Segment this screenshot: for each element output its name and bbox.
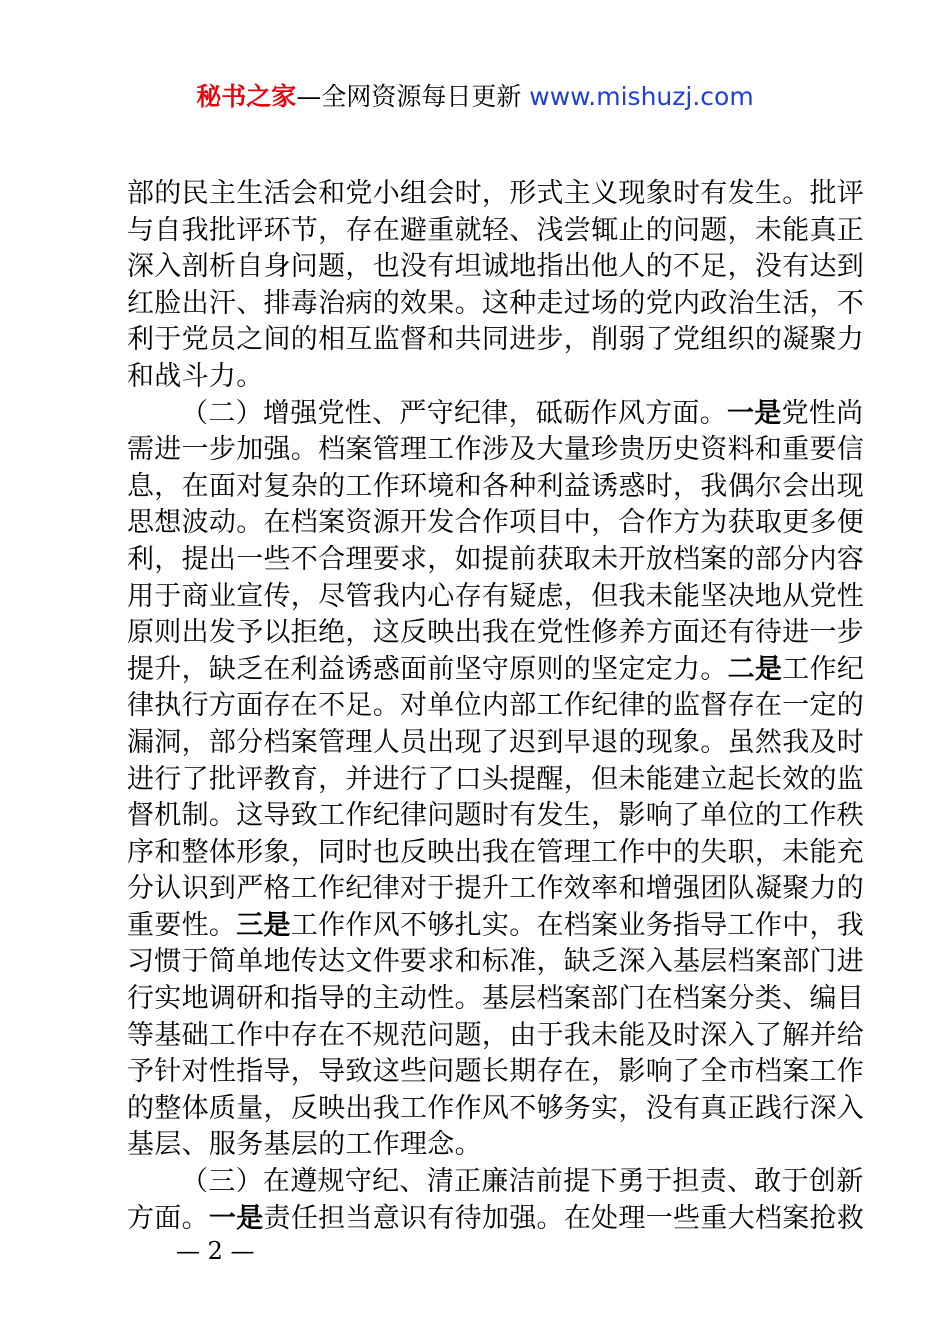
document-body xyxy=(127,176,865,1237)
line-text: 利，提出一些不合理要求，如提前获取未开放档案的部分内容 xyxy=(127,543,865,575)
body-line xyxy=(127,615,865,652)
line-text: （三）在遵规守纪、清正廉洁前提下勇于担责、敢于创新 xyxy=(181,1166,864,1198)
section-heading-line xyxy=(127,396,864,433)
line-text: 的整体质量，反映出我工作作风不够务实，没有真正践行深入 xyxy=(127,1092,865,1124)
line-text: 予针对性指导，导致这些问题长期存在，影响了全市档案工作 xyxy=(127,1056,865,1088)
line-text: 原则出发予以拒绝，这反映出我在党性修养方面还有待进一步 xyxy=(127,617,865,649)
body-line xyxy=(127,871,865,908)
bold-marker: 三是 xyxy=(236,909,291,941)
line-text: 序和整体形象，同时也反映出我在管理工作中的失职，未能充 xyxy=(127,836,865,868)
site-url[interactable]: www.mishuzj.com xyxy=(529,82,754,111)
body-line xyxy=(127,908,865,945)
page-number: — 2 — xyxy=(176,1237,255,1265)
line-text: 工作作风不够扎实。在档案业务指导工作中，我 xyxy=(290,909,865,941)
body-line xyxy=(127,469,865,506)
line-text: 分认识到严格工作纪律对于提升工作效率和增强团队凝聚力的 xyxy=(127,873,865,905)
bold-marker: 一是 xyxy=(727,397,782,429)
body-line xyxy=(127,213,865,250)
body-line xyxy=(127,359,831,396)
body-line xyxy=(127,579,865,616)
body-line xyxy=(127,432,865,469)
bold-marker: 二是 xyxy=(727,653,783,685)
line-text: 部的民主生活会和党小组会时，形式主义现象时有发生。批评 xyxy=(127,178,865,209)
line-text: 行实地调研和指导的主动性。基层档案部门在档案分类、编目 xyxy=(127,983,865,1015)
line-text: 用于商业宣传，尽管我内心存有疑虑，但我未能坚决地从党性 xyxy=(127,580,865,612)
body-line xyxy=(127,725,865,762)
body-line xyxy=(127,1054,865,1091)
body-line xyxy=(127,1091,865,1128)
body-line xyxy=(127,762,865,799)
line-text: 深入剖析自身问题，也没有坦诚地指出他人的不足，没有达到 xyxy=(127,251,865,283)
header-slogan: —全网资源每日更新 xyxy=(296,82,530,111)
body-line xyxy=(127,505,865,542)
line-text: 利于党员之间的相互监督和共同进步，削弱了党组织的凝聚力 xyxy=(127,324,865,356)
body-line xyxy=(127,798,865,835)
body-line xyxy=(127,688,865,725)
body-line xyxy=(127,1127,831,1164)
body-line xyxy=(127,835,865,872)
body-line xyxy=(127,176,865,213)
line-text: 思想波动。在档案资源开发合作项目中，合作方为获取更多便 xyxy=(127,507,865,539)
line-text: 工作纪 xyxy=(782,653,865,685)
site-header xyxy=(0,80,950,114)
line-text: 习惯于简单地传达文件要求和标准，缺乏深入基层档案部门进 xyxy=(127,946,865,978)
body-line xyxy=(127,652,865,689)
line-text: 进行了批评教育，并进行了口头提醒，但未能建立起长效的监 xyxy=(127,763,865,795)
section-heading-line xyxy=(127,1164,864,1201)
line-text: 基层、服务基层的工作理念。 xyxy=(127,1129,482,1161)
line-text: 党性尚 xyxy=(781,397,864,429)
body-line xyxy=(127,542,865,579)
body-line xyxy=(127,1018,865,1055)
line-text: 律执行方面存在不足。对单位内部工作纪律的监督存在一定的 xyxy=(127,690,865,722)
line-text: 责任担当意识有待加强。在处理一些重大档案抢救 xyxy=(263,1202,865,1234)
line-text: 与自我批评环节，存在避重就轻、浅尝辄止的问题，未能真正 xyxy=(127,214,865,246)
body-line xyxy=(127,1201,865,1238)
line-text: 需进一步加强。档案管理工作涉及大量珍贵历史资料和重要信 xyxy=(127,434,865,466)
line-text: 方面。 xyxy=(127,1202,209,1234)
body-line xyxy=(127,322,865,359)
body-line xyxy=(127,249,865,286)
line-text: 等基础工作中存在不规范问题，由于我未能及时深入了解并给 xyxy=(127,1019,865,1051)
line-text: （二）增强党性、严守纪律，砥砺作风方面。 xyxy=(181,397,727,429)
bold-marker: 一是 xyxy=(208,1202,264,1234)
line-text: 督机制。这导致工作纪律问题时有发生，影响了单位的工作秩 xyxy=(127,800,865,832)
body-line xyxy=(127,286,865,323)
body-line xyxy=(127,944,865,981)
line-text: 漏洞，部分档案管理人员出现了迟到早退的现象。虽然我及时 xyxy=(127,726,865,758)
line-text: 红脸出汗、排毒治病的效果。这种走过场的党内政治生活，不 xyxy=(127,287,865,319)
brand-name: 秘书之家 xyxy=(196,82,297,111)
line-text: 重要性。 xyxy=(127,909,237,941)
line-text: 提升，缺乏在利益诱惑面前坚守原则的坚定定力。 xyxy=(127,653,728,685)
line-text: 息，在面对复杂的工作环境和各种利益诱惑时，我偶尔会出现 xyxy=(127,470,865,502)
line-text: 和战斗力。 xyxy=(127,360,264,392)
body-line xyxy=(127,981,865,1018)
